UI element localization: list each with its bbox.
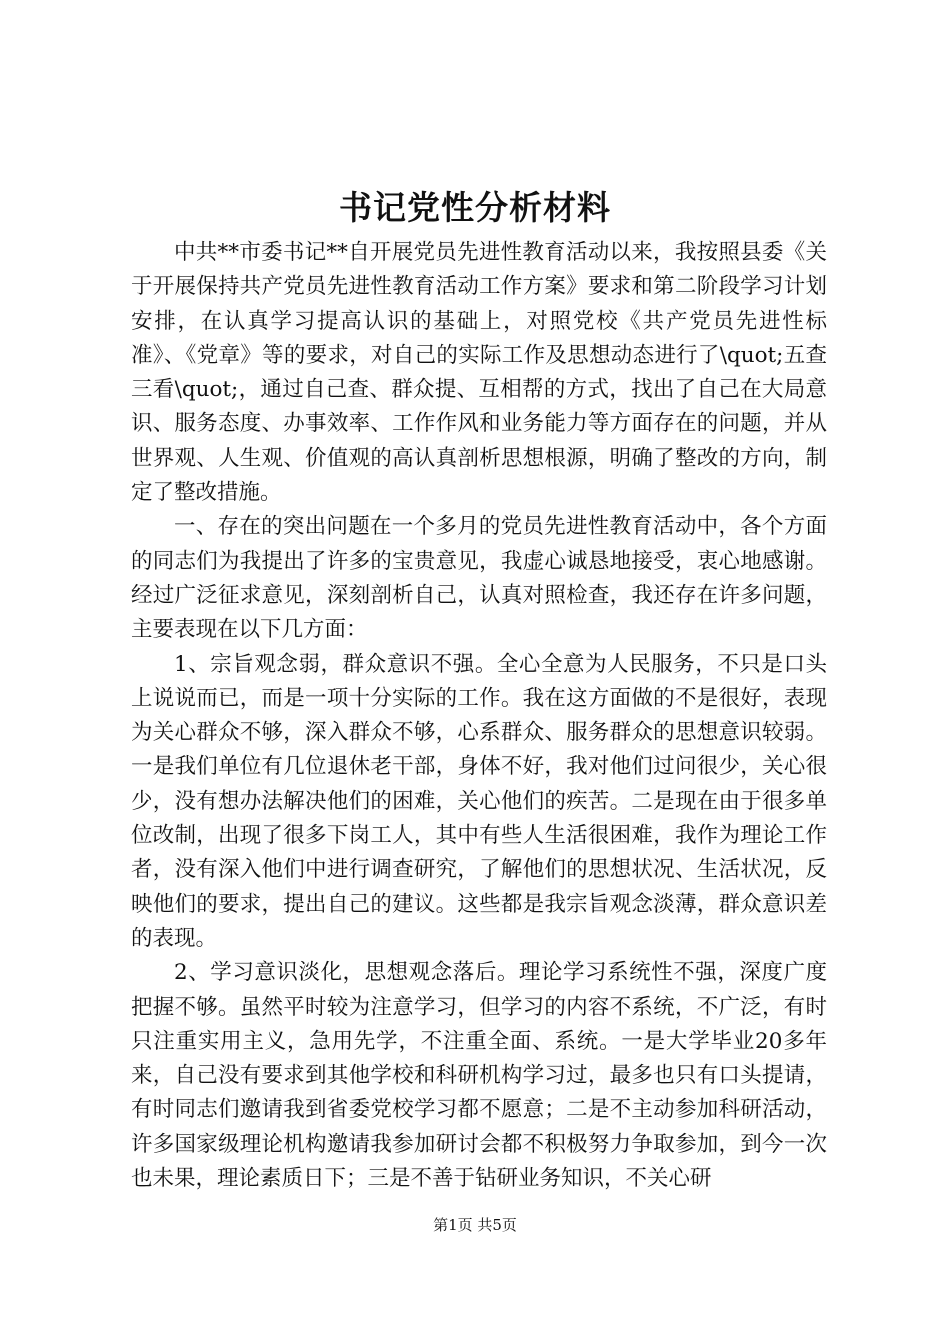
paragraph-point-two: 2、学习意识淡化，思想观念落后。理论学习系统性不强，深度广度把握不够。虽然平时较为注意学习，但学习的内容不系统，不广泛，有时只注重实用主义，急用先学，不注重全面、系统。一是大学毕业20多年来，自己没有要求到其他学校和科研机构学习过，最多也只有口头提请，有时同志们邀请我到省委党校学习都不愿意；二是不主动参加科研活动，许多国家级理论机构邀请我参加研讨会都不积极努力争取参加，到今一次也未果，理论素质日下；三是不善于钻研业务知识，不关心研: [131, 960, 827, 1192]
paragraph-point-one: 1、宗旨观念弱，群众意识不强。全心全意为人民服务，不只是口头上说说而已，而是一项十分实际的工作。我在这方面做的不是很好，表现为关心群众不够，深入群众不够，心系群众、服务群众的思想意识较弱。一是我们单位有几位退休老干部，身体不好，我对他们过问很少，关心很少，没有想办法解决他们的困难，关心他们的疾苦。二是现在由于很多单位改制，出现了很多下岗工人，其中有些人生活很困难，我作为理论工作者，没有深入他们中进行调查研究，了解他们的思想状况、生活状况，反映他们的要求，提出自己的建议。这些都是我宗旨观念淡薄，群众意识差的表现。: [131, 651, 827, 951]
page-number-footer: 第1页 共5页: [433, 1216, 517, 1234]
paragraph-section-one: 一、存在的突出问题在一个多月的党员先进性教育活动中，各个方面的同志们为我提出了许多的宝贵意见，我虚心诚恳地接受，衷心地感谢。经过广泛征求意见，深刻剖析自己，认真对照检查，我还存在许多问题，主要表现在以下几方面：: [131, 514, 827, 643]
document-title: 书记党性分析材料: [339, 188, 611, 227]
document-body: [131, 236, 827, 1196]
paragraph-intro: 中共**市委书记**自开展党员先进性教育活动以来，我按照县委《关于开展保持共产党员先进性教育活动工作方案》要求和第二阶段学习计划安排，在认真学习提高认识的基础上，对照党校《共产党员先进性标准》、《党章》等的要求，对自己的实际工作及思想动态进行了\quot;五查三看\quot;，通过自己查、群众提、互相帮的方式，找出了自己在大局意识、服务态度、办事效率、工作作风和业务能力等方面存在的问题，并从世界观、人生观、价值观的高认真剖析思想根源，明确了整改的方向，制定了整改措施。: [131, 240, 827, 506]
